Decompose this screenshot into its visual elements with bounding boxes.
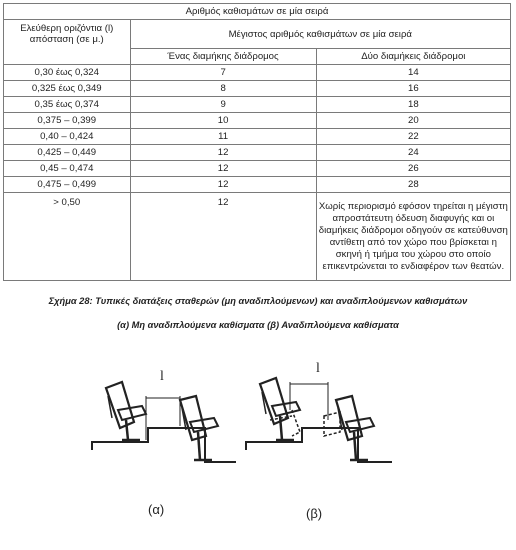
- floor-a: [92, 428, 236, 462]
- one-aisle-cell: 8: [130, 81, 316, 97]
- distance-cell: 0,375 – 0,399: [4, 113, 131, 129]
- distance-cell: 0,425 – 0,449: [4, 145, 131, 161]
- seat-b-front: [260, 378, 300, 440]
- one-aisle-cell: 12: [130, 177, 316, 193]
- figure-subcaption: (α) Μη αναδιπλούμενα καθίσματα (β) Αναδιπλούμενα καθίσματα: [117, 320, 399, 330]
- seat-a-front: [106, 382, 146, 440]
- table-row: [4, 193, 511, 281]
- table-row: [4, 129, 511, 145]
- distance-cell: 0,325 έως 0,349: [4, 81, 131, 97]
- floor-b: [246, 428, 392, 462]
- dimension-a: [146, 396, 180, 440]
- two-aisles-cell: 14: [316, 65, 510, 81]
- two-aisles-cell: 18: [316, 97, 510, 113]
- table-row: [4, 161, 511, 177]
- distance-cell: 0,35 έως 0,374: [4, 97, 131, 113]
- dimension-b: [290, 382, 328, 420]
- one-aisle-cell: 7: [130, 65, 316, 81]
- table-row: [4, 113, 511, 129]
- label-a: (α): [148, 502, 165, 517]
- two-aisles-cell: 24: [316, 145, 510, 161]
- table-row: [4, 81, 511, 97]
- distance-cell: 0,475 – 0,499: [4, 177, 131, 193]
- one-aisle-cell: 10: [130, 113, 316, 129]
- one-aisle-cell: 12: [130, 145, 316, 161]
- label-b: (β): [306, 506, 323, 521]
- seats-table: [3, 3, 511, 281]
- table-row: [4, 65, 511, 81]
- figure-a: [92, 382, 236, 462]
- max-seats-header: Μέγιστος αριθμός καθισμάτων σε μία σειρά: [130, 20, 510, 49]
- table-row: [4, 97, 511, 113]
- table-header-row: [4, 20, 511, 49]
- one-aisle-cell: 12: [130, 193, 316, 281]
- dim-label-b: l: [316, 361, 320, 376]
- one-aisle-cell: 9: [130, 97, 316, 113]
- two-aisles-cell: 22: [316, 129, 510, 145]
- distance-cell: 0,40 – 0,424: [4, 129, 131, 145]
- table-row: [4, 145, 511, 161]
- table-title-row: [4, 4, 511, 20]
- distance-cell: 0,30 έως 0,324: [4, 65, 131, 81]
- two-aisles-cell: 16: [316, 81, 510, 97]
- distance-cell: > 0,50: [4, 193, 131, 281]
- distance-cell: 0,45 – 0,474: [4, 161, 131, 177]
- figure-caption: Σχήμα 28: Τυπικές διατάξεις σταθερών (μη αναδιπλούμενων) και αναδιπλούμενων καθισμάτων: [48, 296, 468, 306]
- table-title: Αριθμός καθισμάτων σε μία σειρά: [4, 4, 511, 20]
- one-aisle-cell: 12: [130, 161, 316, 177]
- one-aisle-header: Ένας διαμήκης διάδρομος: [130, 49, 316, 65]
- two-aisles-header: Δύο διαμήκεις διάδρομοι: [316, 49, 510, 65]
- one-aisle-cell: 11: [130, 129, 316, 145]
- two-aisles-cell: Χωρίς περιορισμό εφόσον τηρείται η μέγιστη απροστάτευτη όδευση διαφυγής και οι διαμήκεις διάδρομοι οδηγούν σε κατεύθυνση αντίθετη από τον χώρο που βρίσκεται η σκηνή ή τμήμα του χώρου στο οποίο επικεντρώνεται το ενδιαφέρον των θεατών.: [316, 193, 510, 281]
- seating-figure: [0, 340, 516, 550]
- two-aisles-cell: 20: [316, 113, 510, 129]
- distance-header: Ελεύθερη οριζόντια (l) απόσταση (σε μ.): [4, 20, 131, 65]
- table-row: [4, 177, 511, 193]
- dim-label-a: l: [160, 369, 164, 384]
- figure-b: [246, 378, 392, 462]
- two-aisles-cell: 28: [316, 177, 510, 193]
- two-aisles-cell: 26: [316, 161, 510, 177]
